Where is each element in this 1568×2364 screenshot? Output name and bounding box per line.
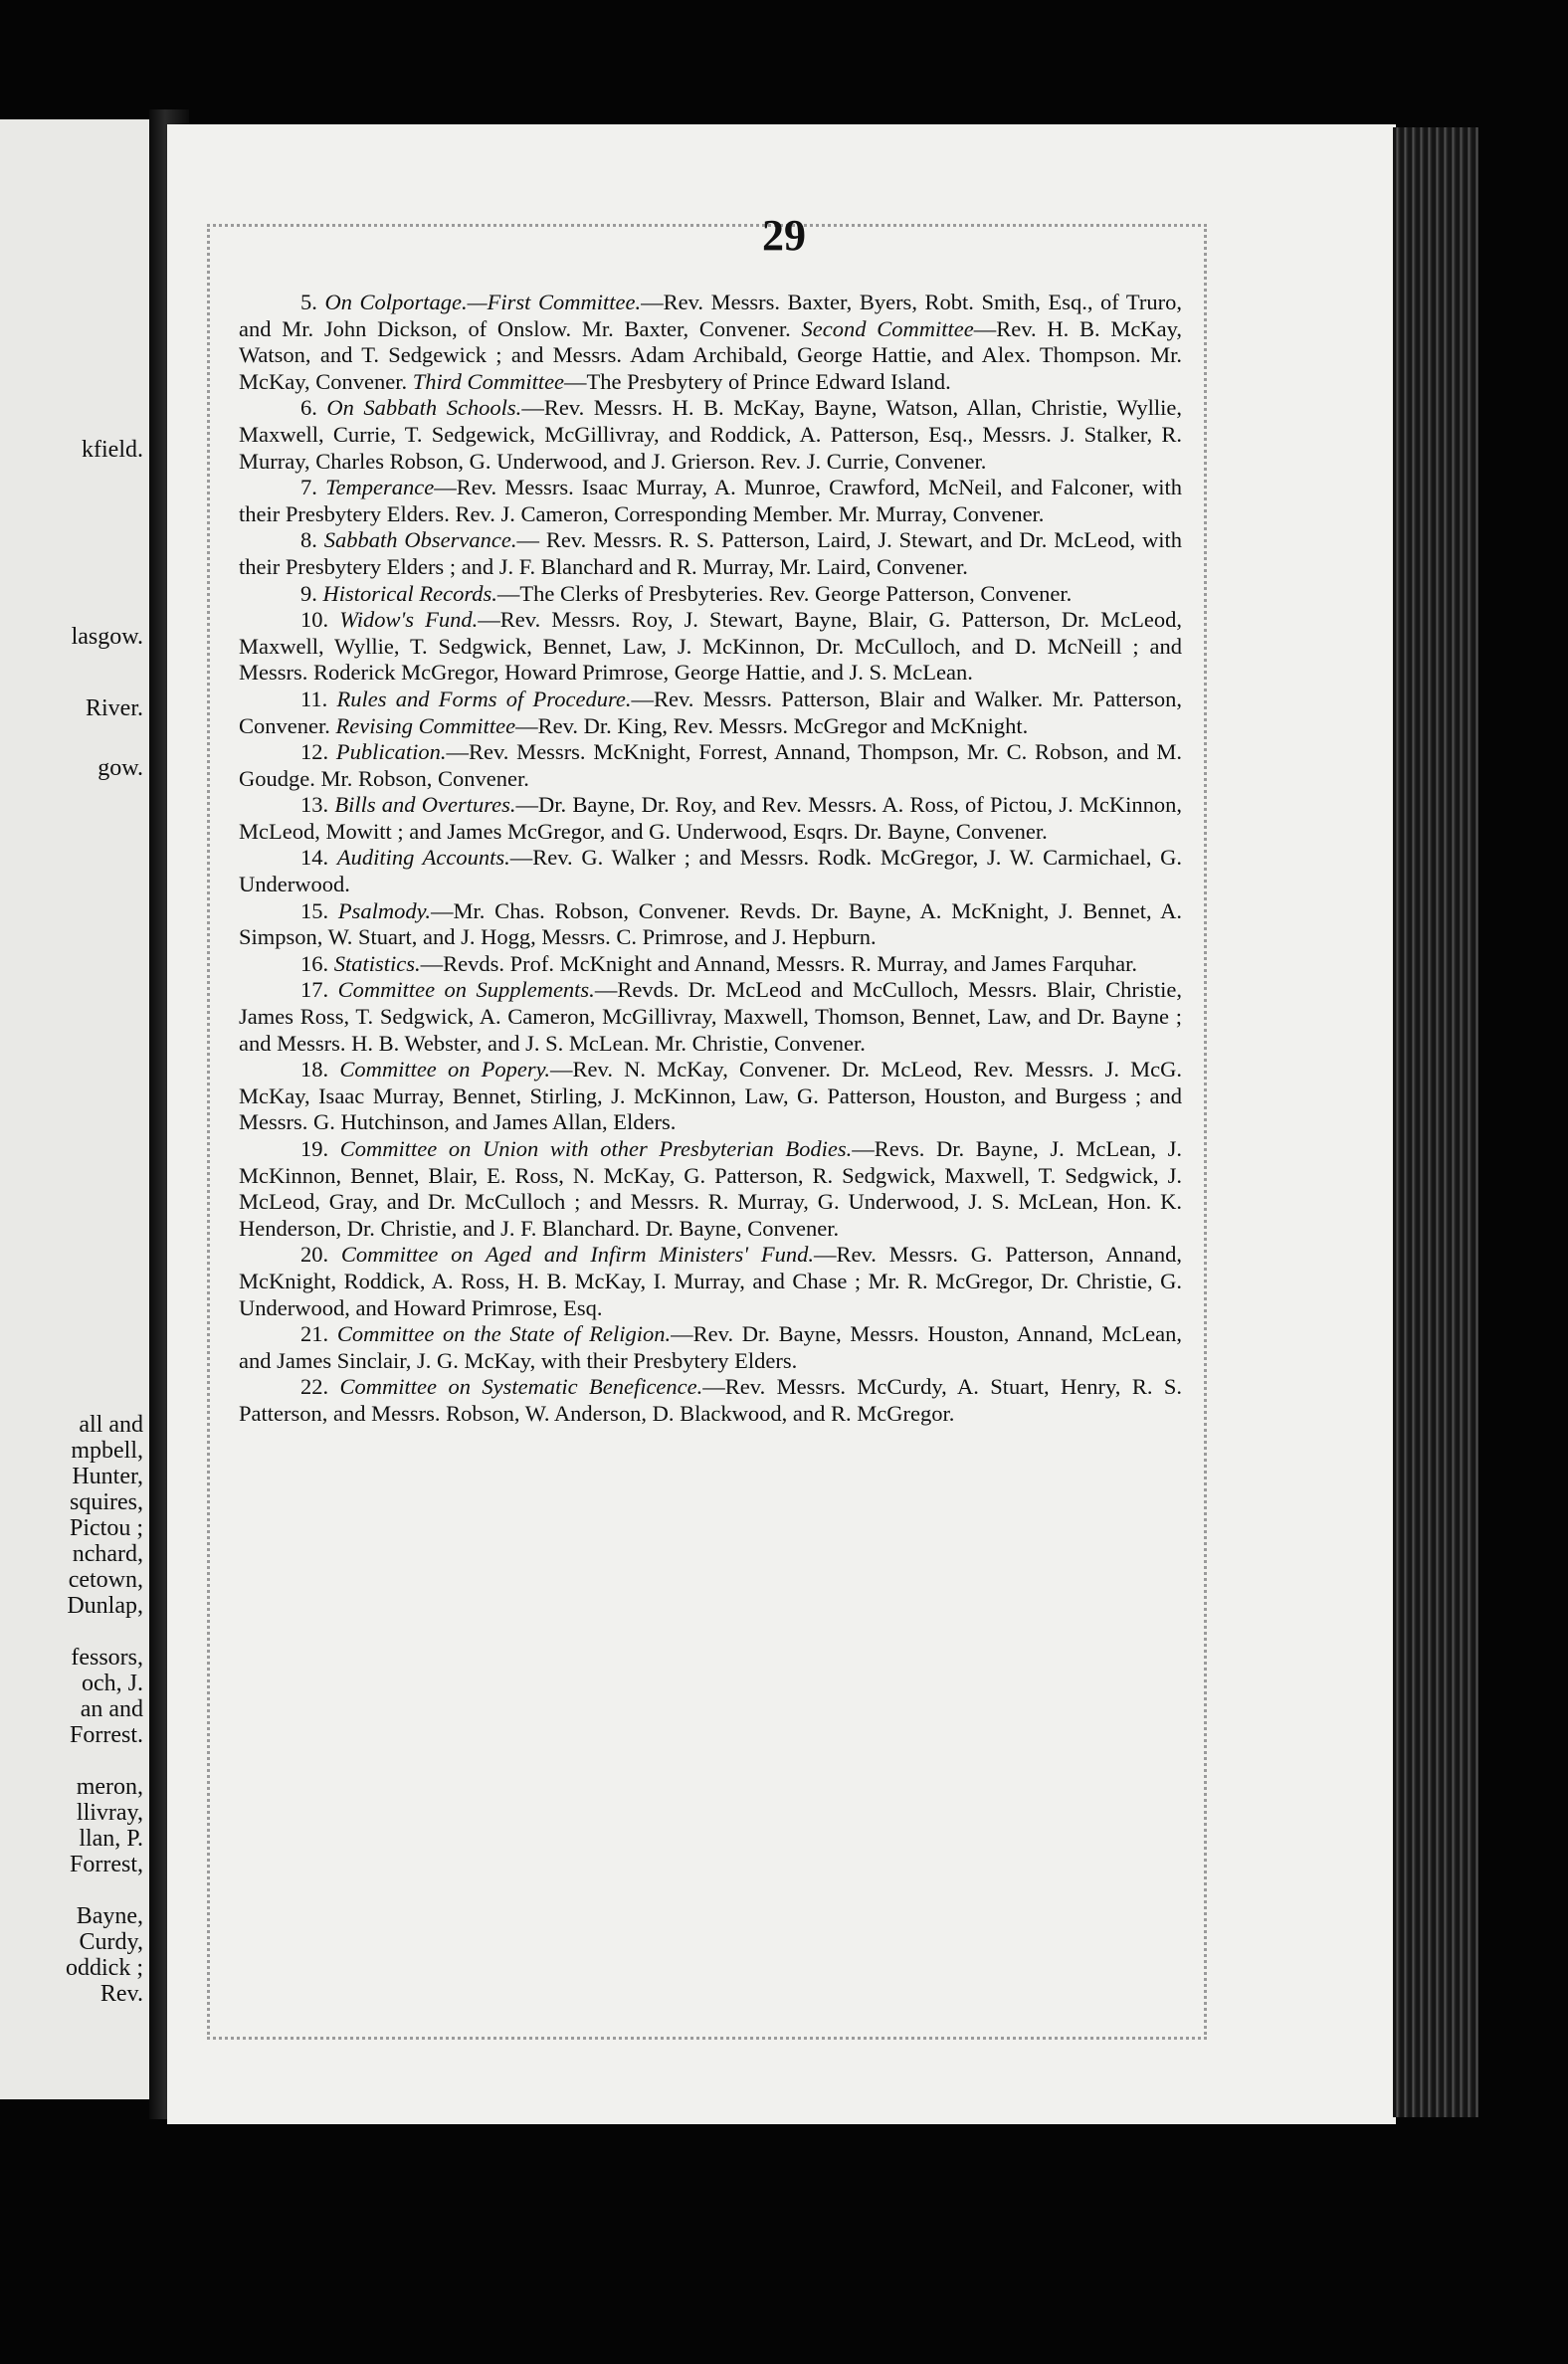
entry-text: —Rev. H. B. McKay, Watson, and T. Sedgewick ; and Messrs. Adam Archibald, George Hattie, and Alex. Thompson. Mr. McKay, Convener. — [239, 315, 1182, 394]
entry-number: 12. — [300, 739, 336, 765]
entry-heading: Historical Records. — [322, 580, 497, 606]
entry-heading: Publication. — [335, 739, 447, 765]
committee-entry — [239, 1374, 1182, 1427]
left-page-fragment: llivray, — [76, 1800, 143, 1826]
entry-text: —Rev. Messrs. Baxter, Byers, Robt. Smith, Esq., of Truro, and Mr. John Dickson, of Onslow. Mr. Baxter, Convener. — [239, 290, 1183, 341]
entry-text: —Rev. Dr. Bayne, Messrs. Houston, Annand, McLean, and James Sinclair, J. G. McKay, with their Presbytery Elders. — [239, 1321, 1182, 1373]
committee-entry — [239, 898, 1182, 951]
entry-text: —Dr. Bayne, Dr. Roy, and Rev. Messrs. A. Ross, of Pictou, J. McKinnon, McLeod, Mowitt ; and James McGregor, and G. Underwood, Esqrs. Dr. Bayne, Convener. — [239, 792, 1183, 844]
entry-number: 20. — [300, 1242, 341, 1268]
page-number: 29 — [762, 211, 806, 260]
entry-heading: Bills and Overtures. — [334, 792, 516, 818]
committee-entry — [239, 1321, 1182, 1374]
left-page-fragment: lasgow. — [71, 624, 143, 650]
entry-number: 11. — [300, 686, 337, 711]
entry-heading: On Sabbath Schools. — [326, 395, 522, 421]
entry-heading: Auditing Accounts. — [336, 845, 510, 871]
left-page-fragment: nchard, — [72, 1541, 143, 1567]
entry-text: —Rev. Messrs. H. B. McKay, Bayne, Watson, Allan, Christie, Wyllie, Maxwell, Currie, T. Sedgewick, McGillivray, and Roddick, A. Patterson, Esq., Messrs. J. Stalker, R. Murray, Charles Robson, G. Underwood, and J. Grierson. Rev. J. Currie, Convener. — [239, 395, 1183, 474]
committee-entry — [239, 845, 1182, 897]
entry-heading: Committee on Popery. — [339, 1057, 551, 1083]
entry-text: —Rev. Dr. King, Rev. Messrs. McGregor and McKnight. — [515, 712, 1029, 738]
entry-heading: Committee on the State of Religion. — [336, 1321, 672, 1347]
entry-heading: Widow's Fund. — [339, 607, 479, 633]
entry-heading: On Colportage.—First Committee. — [324, 290, 642, 314]
entry-subheading: Revising Committee — [335, 712, 516, 738]
committee-entry — [239, 792, 1182, 845]
entry-text: —Revds. Prof. McKnight and Annand, Messrs. R. Murray, and James Farquhar. — [420, 950, 1137, 976]
committee-entry — [239, 951, 1182, 978]
entry-text: —The Clerks of Presbyteries. Rev. George Patterson, Convener. — [496, 580, 1073, 606]
left-page-fragment: Bayne, — [76, 1903, 143, 1929]
entry-number: 5. — [300, 290, 325, 314]
entry-heading: Committee on Systematic Beneficence. — [339, 1374, 703, 1400]
committee-entry — [239, 395, 1182, 475]
entry-number: 13. — [300, 792, 335, 818]
entry-subheading: Second Committee — [801, 315, 974, 341]
entry-text: —Rev. Messrs. McCurdy, A. Stuart, Henry, R. S. Patterson, and Messrs. Robson, W. Anderson, D. Blackwood, and R. McGregor. — [239, 1374, 1183, 1426]
left-page-fragment: Curdy, — [79, 1929, 143, 1955]
entry-text: —Rev. Messrs. Isaac Murray, A. Munroe, Crawford, McNeil, and Falconer, with their Presbytery Elders. Rev. J. Cameron, Corresponding Member. Mr. Murray, Convener. — [239, 475, 1182, 526]
entry-heading: Statistics. — [333, 950, 421, 976]
entry-heading: Committee on Union with other Presbyterian Bodies. — [339, 1136, 853, 1161]
entry-number: 17. — [300, 977, 338, 1003]
committee-list — [239, 290, 1182, 1428]
entry-heading: Committee on Supplements. — [337, 977, 595, 1003]
left-page-fragment: meron, — [76, 1774, 143, 1800]
entry-heading: Temperance — [325, 475, 435, 500]
entry-number: 9. — [300, 580, 323, 606]
entry-number: 19. — [300, 1136, 340, 1161]
entry-text: — Rev. Messrs. R. S. Patterson, Laird, J. Stewart, and Dr. McLeod, with their Presbytery Elders ; and J. F. Blanchard and R. Murray, Mr. Laird, Convener. — [239, 527, 1183, 579]
committee-entry — [239, 739, 1182, 792]
entry-text: —Rev. G. Walker ; and Messrs. Rodk. McGregor, J. W. Carmichael, G. Underwood. — [239, 845, 1183, 897]
committee-entry — [239, 1057, 1182, 1136]
committee-entry — [239, 1242, 1182, 1321]
committee-entry — [239, 527, 1182, 580]
left-page-fragment: kfield. — [82, 437, 143, 463]
committee-entry — [239, 1136, 1182, 1242]
entry-heading: Psalmody. — [337, 897, 432, 923]
committee-entry — [239, 581, 1182, 608]
committee-entry — [239, 290, 1182, 395]
entry-number: 14. — [300, 845, 337, 871]
entry-number: 18. — [300, 1057, 340, 1083]
entry-text: —The Presbytery of Prince Edward Island. — [564, 368, 951, 394]
entry-text: —Revds. Dr. McLeod and McCulloch, Messrs. Blair, Christie, James Ross, T. Sedgwick, A. Cameron, McGillivray, Maxwell, Thomson, Bennet, Law, and Dr. Bayne ; and Messrs. H. B. Webster, and J. S. McLean. Mr. Christie, Convener. — [239, 977, 1182, 1056]
entry-text: —Revs. Dr. Bayne, J. McLean, J. McKinnon, Bennet, Blair, E. Ross, N. McKay, G. Patterson, R. Sedgwick, Maxwell, T. Sedgwick, J. McLeod, Gray, and Dr. McCulloch ; and Messrs. R. Murray, G. Underwood, J. S. McLean, Hon. K. Henderson, Dr. Christie, and J. F. Blanchard. Dr. Bayne, Convener. — [239, 1136, 1182, 1241]
entry-heading: Committee on Aged and Infirm Ministers' Fund. — [340, 1242, 814, 1268]
committee-entry — [239, 475, 1182, 527]
left-page-fragment: Hunter, — [72, 1464, 143, 1489]
left-page-fragment: an and — [80, 1696, 143, 1722]
left-page-fragment: River. — [86, 695, 143, 721]
committee-entry — [239, 607, 1182, 687]
left-page-fragment: cetown, — [68, 1567, 143, 1593]
left-page-fragment: squires, — [70, 1489, 143, 1515]
left-page-fragment: Forrest. — [70, 1722, 143, 1748]
left-page-fragment: Rev. — [99, 1981, 143, 2007]
entry-number: 10. — [300, 607, 340, 633]
left-page-fragment: llan, P. — [79, 1826, 143, 1852]
page-edges — [1393, 127, 1478, 2117]
entry-number: 6. — [300, 395, 327, 421]
entry-subheading: Third Committee — [412, 368, 565, 394]
entry-heading: Sabbath Observance. — [323, 527, 517, 553]
entry-number: 22. — [300, 1374, 340, 1400]
entry-text: —Rev. Messrs. McKnight, Forrest, Annand, Thompson, Mr. C. Robson, and M. Goudge. Mr. Robson, Convener. — [239, 739, 1182, 791]
entry-text: —Rev. Messrs. G. Patterson, Annand, McKnight, Roddick, A. Ross, H. B. McKay, I. Murray, and Chase ; Mr. R. McGregor, Dr. Christie, G. Underwood, and Howard Primrose, Esq. — [239, 1242, 1182, 1320]
committee-entry — [239, 977, 1182, 1057]
left-page-fragment: Dunlap, — [67, 1593, 143, 1619]
entry-number: 16. — [300, 950, 334, 976]
left-page-fragment: all and — [79, 1412, 143, 1438]
entry-number: 7. — [300, 475, 326, 500]
entry-heading: Rules and Forms of Procedure. — [336, 686, 632, 711]
left-page-fragment: gow. — [98, 755, 143, 781]
left-page-fragment: och, J. — [82, 1671, 143, 1696]
entry-text: —Rev. Messrs. Patterson, Blair and Walker. Mr. Patterson, Convener. — [239, 686, 1183, 738]
left-page-fragment: mpbell, — [71, 1438, 143, 1464]
entry-number: 21. — [300, 1321, 337, 1347]
entry-number: 8. — [300, 527, 324, 553]
left-page-fragment: Pictou ; — [69, 1515, 143, 1541]
left-page-edge — [0, 119, 149, 2099]
entry-text: —Rev. Messrs. Roy, J. Stewart, Bayne, Blair, G. Patterson, Dr. McLeod, Maxwell, Wyllie, T. Sedgwick, Bennet, Law, J. McKinnon, Dr. McCulloch, and D. McNeill ; and Messrs. Roderick McGregor, Howard Primrose, George Hattie, and J. S. McLean. — [239, 607, 1182, 686]
entry-text: —Rev. N. McKay, Convener. Dr. McLeod, Rev. Messrs. J. McG. McKay, Isaac Murray, Bennet, Stirling, J. McKinnon, Law, G. Patterson, Houston, and Burgess ; and Messrs. G. Hutchinson, and James Allan, Elders. — [239, 1057, 1182, 1135]
left-page-fragment: Forrest, — [70, 1852, 143, 1877]
entry-text: —Mr. Chas. Robson, Convener. Revds. Dr. Bayne, A. McKnight, J. Bennet, A. Simpson, W. Stuart, and J. Hogg, Messrs. C. Primrose, and J. Hepburn. — [239, 897, 1183, 950]
left-page-fragment: oddick ; — [66, 1955, 143, 1981]
entry-number: 15. — [300, 897, 338, 923]
committee-entry — [239, 687, 1182, 739]
left-page-fragment: fessors, — [71, 1645, 143, 1671]
